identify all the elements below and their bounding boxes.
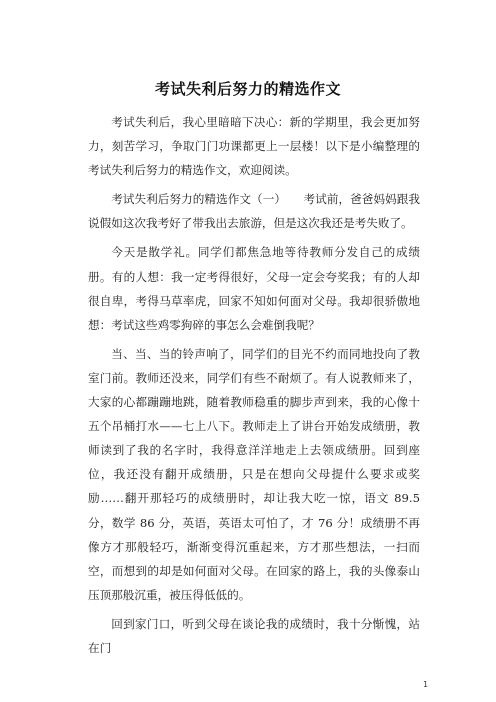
document-body — [88, 110, 420, 665]
paragraph-intro: 考试失利后，我心里暗暗下决心：新的学期里，我会更加努力，刻苦学习，争取门门功课都更上一层楼！以下是小编整理的考试失利后努力的精选作文，欢迎阅读。 — [88, 115, 420, 178]
paragraph-return-home: 回到家门口，听到父母在谈论我的成绩时，我十分惭愧，站在门 — [88, 616, 420, 655]
document-title: 考试失利后努力的精选作文 — [154, 80, 341, 98]
paragraph-essay-one-start: 考试失利后努力的精选作文（一） 考试前，爸爸妈妈跟我说假如这次我考好了带我出去旅游，但是这次我还是考失败了。 — [88, 192, 420, 231]
paragraph-report-card: 当、当、当的铃声响了，同学们的目光不约而同地投向了教室门前。教师还没来，同学们有些不耐烦了。有人说教师来了，大家的心都蹦蹦地跳，随着教师稳重的脚步声到来，我的心像十五个吊桶打水——七上八下。教师走上了讲台开始发成绩册，教师读到了我的名字时，我得意洋洋地走上去领成绩册。回到座位，我还没有翻开成绩册，只是在想向父母提什么要求或奖励……翻开那轻巧的成绩册时，却让我大吃一惊，语文 89.5 分，数学 86 分，英语，英语太可怕了，才 76 分！成绩册不再像方才那般轻巧，渐渐变得沉重起来，方才那些想法，一扫而空，而想到的却是如何面对父母。在回家的路上，我的头像泰山压顶那般沉重，被压得低低的。 — [88, 346, 420, 602]
paragraph-graduation-day: 今天是散学礼。同学们都焦急地等待教师分发自己的成绩册。有的人想：我一定考得很好，父母一定会夸奖我；有的人却很自卑，考得马草率虎，回家不知如何面对父母。我却很骄傲地想：考试这些鸡零狗碎的事怎么会难倒我呢？ — [88, 245, 420, 332]
page-number: 1 — [423, 680, 429, 689]
